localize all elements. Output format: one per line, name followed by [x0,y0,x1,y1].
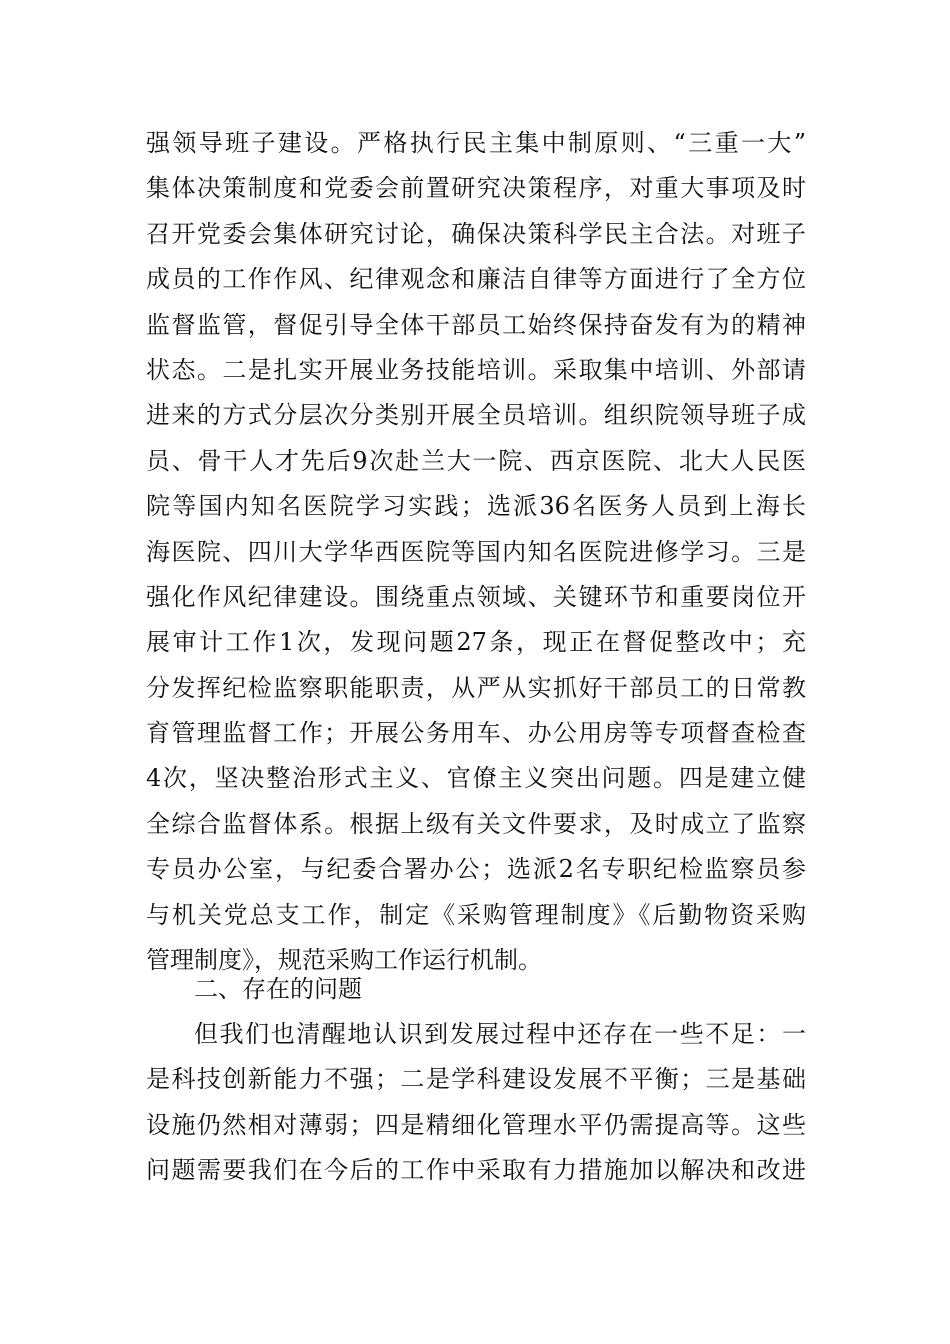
text-line: 4次，坚决整治形式主义、官僚主义突出问题。四是建立健 [146,764,806,793]
text-line: 育管理监督工作；开展公务用车、办公用房等专项督查检查 [146,719,806,748]
text-line: 问题需要我们在今后的工作中采取有力措施加以解决和改进 [146,1156,806,1185]
paragraph-problems [146,1012,806,1194]
text-line: 海医院、四川大学华西医院等国内知名医院进修学习。三是 [146,537,806,566]
text-line: 分发挥纪检监察职能职责，从严从实抓好干部员工的日常教 [146,673,806,702]
text-line: 监督监管，督促引导全体干部员工始终保持奋发有为的精神 [146,310,806,339]
text-line: 成员的工作作风、纪律观念和廉洁自律等方面进行了全方位 [146,265,806,294]
text-line: 管理制度》，规范采购工作运行机制。 [146,946,542,975]
text-line: 集体决策制度和党委会前置研究决策程序，对重大事项及时 [146,174,806,203]
text-line: 是科技创新能力不强；二是学科建设发展不平衡；三是基础 [146,1065,806,1094]
text-line: 设施仍然相对薄弱；四是精细化管理水平仍需提高等。这些 [146,1110,806,1139]
text-line: 专员办公室，与纪委合署办公；选派2名专职纪检监察员参 [146,855,806,884]
text-line: 与机关党总支工作，制定《采购管理制度》《后勤物资采购 [146,900,806,929]
paragraph-work-summary [146,121,806,983]
text-line: 全综合监督体系。根据上级有关文件要求，及时成立了监察 [146,809,806,838]
text-line: 状态。二是扎实开展业务技能培训。采取集中培训、外部请 [146,355,806,384]
section-heading: 二、存在的问题 [194,975,362,1003]
text-line: 员、骨干人才先后9次赴兰大一院、西京医院、北大人民医 [146,446,806,475]
text-line: 展审计工作1次，发现问题27条，现正在督促整改中；充 [146,628,806,657]
text-line: 召开党委会集体研究讨论，确保决策科学民主合法。对班子 [146,219,806,248]
text-line: 强领导班子建设。严格执行民主集中制原则、“三重一大” [146,129,806,157]
text-line: 院等国内知名医院学习实践；选派36名医务人员到上海长 [146,492,806,521]
text-line: 进来的方式分层次分类别开展全员培训。组织院领导班子成 [146,401,806,430]
text-line: 但我们也清醒地认识到发展过程中还存在一些不足：一 [194,1020,806,1048]
text-line: 强化作风纪律建设。围绕重点领域、关键环节和重要岗位开 [146,582,806,611]
